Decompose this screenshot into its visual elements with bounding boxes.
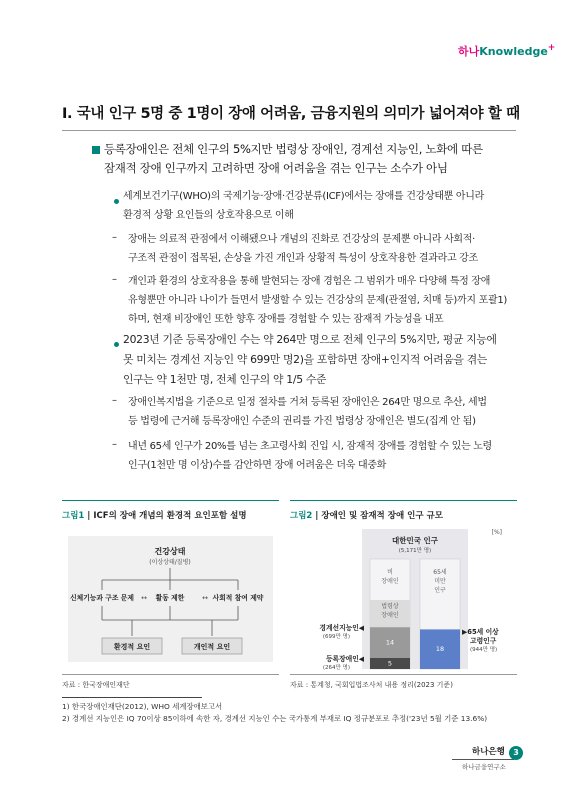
fig1-participation: 사회적 참여 제약 — [212, 594, 264, 602]
fig2-total-value: (5,171만 명) — [398, 548, 432, 554]
fig2-total-label: 대한민국 인구 — [391, 536, 439, 545]
fig2-elderly-value-label: 18 — [435, 645, 445, 654]
bullet-who: 세계보건기구(WHO)의 국제기능·장애·건강분류(ICF)에서는 장애를 건강상태뿐 아니라 환경적 상황 요인들의 상호작용으로 이해 — [123, 191, 484, 221]
section-lead: 등록장애인은 전체 인구의 5%지만 법령상 장애인, 경계선 지능인, 노화에 따른 잠재적 장애 인구까지 고려하면 장애 어려움을 겪는 인구는 소수가 아님 — [104, 142, 483, 175]
fig2-source: 자료 : 통계청, 국회입법조사처 내용 정리(2023 기준) — [290, 681, 453, 689]
fig1-env: 환경적 요인 — [113, 643, 151, 651]
square-bullet-icon — [92, 146, 100, 154]
fig2-title: 그림2 | 장애인 및 잠재적 장애 인구 규모 — [290, 511, 443, 521]
svg-text:장애인: 장애인 — [381, 612, 399, 619]
page-title: I. 국내 인구 5명 중 1명이 장애 어려움, 금융지원의 의미가 넓어져야 할 때 — [62, 106, 520, 122]
fig1-diagram — [62, 528, 279, 668]
circle-bullet-icon — [114, 199, 119, 204]
footnotes: 1) 한국장애인재단(2012), WHO 세계장애보고서 2) 경계선 지능인은 IQ 70이상 85이하에 속한 자, 경계선 지능인 수는 국가통계 부재로 IQ 정규분포로 추정('23년 5월 기준 13.6%) — [62, 702, 488, 723]
svg-text:장애인: 장애인 — [381, 578, 399, 585]
fig1-title: 그림1 | ICF의 장애 개념의 환경적 요인포함 설명 — [62, 511, 247, 521]
footer-rule — [452, 759, 514, 760]
fig2-col1-top: 비 — [387, 569, 393, 576]
dash-icon: – — [112, 395, 117, 406]
fig2-top-rule — [290, 500, 517, 501]
fig2-elderly-value: (944만 명) — [470, 647, 498, 653]
svg-text:인구: 인구 — [434, 587, 446, 594]
fig2-borderline-label: 경계선지능인◀ — [319, 624, 364, 632]
fig2-borderline-value-label: 14 — [385, 638, 395, 647]
circle-bullet-icon — [114, 342, 119, 347]
dash-icon: – — [112, 274, 117, 285]
fig2-chart — [290, 524, 517, 672]
sub-aging: 내년 65세 인구가 20%를 넘는 초고령사회 진입 시, 잠재적 장애를 경험할 수 있는 노령 인구(1천만 명 이상)수를 감안하면 장애 어려움은 더욱 대중화 — [128, 441, 492, 471]
sub-interaction: 개인과 환경의 상호작용을 통해 발현되는 장애 경험은 그 범위가 매우 다양해 특정 장애 유형뿐만 아니라 나이가 들면서 발생할 수 있는 건강상의 문제(관절염, 치매 등)까지 포괄1) 하며, 현재 비장애인 또한 향후 장애를 경험할 수 있는 잠재적 가능성을 내포 — [128, 276, 508, 325]
sub-medical: 장애는 의료적 관점에서 이해됐으나 개념의 진화로 건강상의 문제뿐 아니라 사회적· 구조적 관점이 접목된, 손상을 가진 개인과 상황적 특성이 상호작용한 결과라고 강조 — [128, 234, 478, 264]
fig2-legal: 법령상 — [381, 603, 399, 610]
footer-bank: 하나은행 — [472, 747, 505, 757]
arrow-both-icon: ↔ — [141, 594, 147, 602]
dash-icon: – — [112, 232, 117, 243]
fig1-health-sub: (이상상태/질병) — [149, 559, 191, 566]
fig1-body: 신체기능과 구조 문제 — [70, 594, 134, 602]
fig2-elderly-label: ▶65세 이상 — [462, 628, 499, 636]
bullet-registered: 2023년 기준 등록장애인 수는 약 264만 명으로 전체 인구의 5%지만, 평균 지능에 못 미치는 경계선 지능인 약 699만 명2)을 포함하면 장애+인지적 어려움을 겪는 인구는 약 1천만 명, 전체 인구의 약 1/5 수준 — [123, 333, 497, 386]
fig1-source: 자료 : 한국장애인재단 — [62, 681, 130, 689]
fig2-registered-value-label: 5 — [387, 659, 393, 668]
footnote-rule — [62, 697, 202, 698]
title-divider — [62, 130, 516, 131]
svg-text:미만: 미만 — [434, 578, 446, 585]
brand-logo: 하나Knowledge+ — [458, 43, 556, 58]
fig2-bottom-rule — [290, 674, 517, 675]
fig2-borderline-value: (699만 명) — [322, 634, 350, 640]
page-number: 3 — [509, 746, 523, 760]
fig1-activity: 활동 제한 — [155, 594, 185, 602]
fig1-health: 건강상태 — [154, 547, 186, 556]
fig2-elderly-label2: 고령인구 — [470, 637, 497, 645]
footer-institute: 하나금융연구소 — [462, 763, 506, 771]
fig2-registered-label: 등록장애인◀ — [325, 655, 364, 663]
fig2-col2-top: 65세 — [433, 569, 447, 576]
fig1-top-rule — [62, 500, 279, 501]
fig2-unit: [%] — [491, 529, 502, 536]
fig1-personal: 개인적 요인 — [193, 643, 231, 651]
fig1-bottom-rule — [62, 674, 279, 675]
arrow-both-icon: ↔ — [202, 594, 208, 602]
sub-welfare-law: 장애인복지법을 기준으로 일정 절차를 거쳐 등록된 장애인은 264만 명으로 추산, 세법 등 법령에 근거해 등록장애인 수준의 권리를 가진 법령상 장애인은 별도(집계 안 됨) — [128, 397, 487, 427]
dash-icon: – — [112, 439, 117, 450]
fig2-registered-value: (264만 명) — [322, 665, 350, 671]
